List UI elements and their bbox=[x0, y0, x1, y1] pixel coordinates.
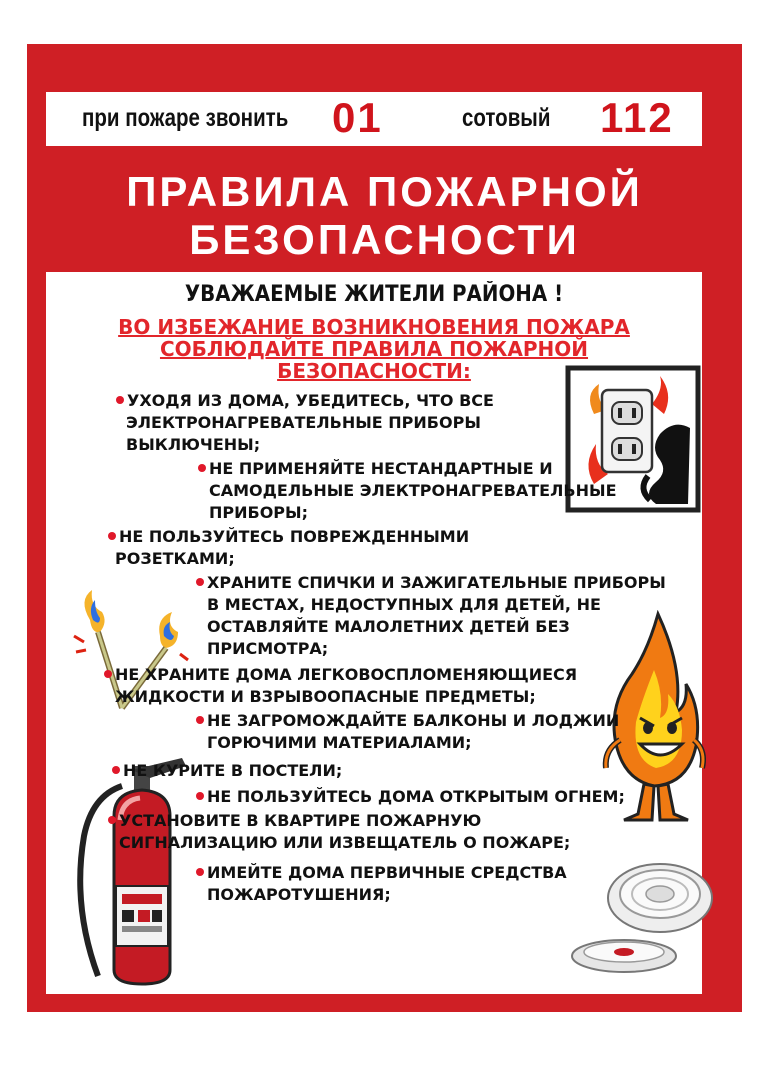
rule-7-line-1: НЕ КУРИТЕ В ПОСТЕЛИ; bbox=[123, 761, 343, 780]
title-line-1: ПРАВИЛА ПОЖАРНОЙ bbox=[126, 168, 643, 215]
emergency-call-bar bbox=[46, 92, 702, 146]
title-line-2: БЕЗОПАСНОСТИ bbox=[189, 216, 580, 263]
mobile-call-text: сотовый bbox=[462, 104, 551, 132]
rule-10-line-2: ПОЖАРОТУШЕНИЯ; bbox=[207, 885, 391, 904]
rule-6 bbox=[196, 710, 619, 754]
rule-2 bbox=[198, 458, 617, 524]
emergency-call-text: при пожаре звонить bbox=[82, 104, 289, 132]
rule-2-line-3: ПРИБОРЫ; bbox=[209, 503, 309, 522]
bullet-icon bbox=[104, 670, 112, 678]
rules-panel bbox=[46, 272, 702, 994]
greeting: УВАЖАЕМЫЕ ЖИТЕЛИ РАЙОНА ! bbox=[184, 282, 564, 307]
rule-6-line-2: ГОРЮЧИМИ МАТЕРИАЛАМИ; bbox=[207, 733, 472, 752]
rule-4-line-1: ХРАНИТЕ СПИЧКИ И ЗАЖИГАТЕЛЬНЫЕ ПРИБОРЫ bbox=[207, 573, 666, 592]
rule-4-line-3: ОСТАВЛЯЙТЕ МАЛОЛЕТНИХ ДЕТЕЙ БЕЗ bbox=[207, 617, 570, 636]
smoke-detector-icon bbox=[564, 858, 714, 978]
fire-extinguisher-icon bbox=[62, 756, 212, 992]
bullet-icon bbox=[196, 868, 204, 876]
rule-3 bbox=[108, 526, 469, 570]
rule-1-line-2: ЭЛЕКТРОНАГРЕВАТЕЛЬНЫЕ ПРИБОРЫ bbox=[126, 413, 481, 432]
bullet-icon bbox=[196, 578, 204, 586]
rule-2-line-1: НЕ ПРИМЕНЯЙТЕ НЕСТАНДАРТНЫЕ И bbox=[209, 459, 553, 478]
bullet-icon bbox=[112, 766, 120, 774]
rule-3-line-2: РОЗЕТКАМИ; bbox=[115, 549, 235, 568]
bullet-icon bbox=[108, 816, 116, 824]
mobile-number: 112 bbox=[600, 94, 674, 141]
bullet-icon bbox=[198, 464, 206, 472]
rule-8 bbox=[196, 786, 625, 808]
rule-6-line-1: НЕ ЗАГРОМОЖДАЙТЕ БАЛКОНЫ И ЛОДЖИИ bbox=[207, 711, 620, 730]
rule-5 bbox=[104, 664, 577, 708]
bullet-icon bbox=[196, 716, 204, 724]
rule-7 bbox=[112, 760, 342, 782]
bullet-icon bbox=[116, 396, 124, 404]
rule-1-line-1: УХОДЯ ИЗ ДОМА, УБЕДИТЕСЬ, ЧТО ВСЕ bbox=[127, 391, 494, 410]
bullet-icon bbox=[196, 792, 204, 800]
rule-5-line-1: НЕ ХРАНИТЕ ДОМА ЛЕГКОВОСПЛОМЕНЯЮЩИЕСЯ bbox=[115, 665, 578, 684]
emergency-number: 01 bbox=[332, 94, 383, 141]
poster-frame bbox=[27, 44, 742, 1012]
warning-line-2: СОБЛЮДАЙТЕ ПРАВИЛА ПОЖАРНОЙ bbox=[159, 337, 589, 361]
warning-line-3: БЕЗОПАСНОСТИ: bbox=[277, 359, 471, 383]
warning-line-1: ВО ИЗБЕЖАНИЕ ВОЗНИКНОВЕНИЯ ПОЖАРА bbox=[118, 315, 630, 339]
rule-5-line-2: ЖИДКОСТИ И ВЗРЫВООПАСНЫЕ ПРЕДМЕТЫ; bbox=[115, 687, 536, 706]
rule-1-line-3: ВЫКЛЮЧЕНЫ; bbox=[126, 435, 261, 454]
rule-2-line-2: САМОДЕЛЬНЫЕ ЭЛЕКТРОНАГРЕВАТЕЛЬНЫЕ bbox=[209, 481, 617, 500]
rule-9-line-1: УСТАНОВИТЕ В КВАРТИРЕ ПОЖАРНУЮ bbox=[119, 811, 482, 830]
rule-4-line-2: В МЕСТАХ, НЕДОСТУПНЫХ ДЛЯ ДЕТЕЙ, НЕ bbox=[207, 595, 601, 614]
rule-10-line-1: ИМЕЙТЕ ДОМА ПЕРВИЧНЫЕ СРЕДСТВА bbox=[207, 863, 567, 882]
rule-4 bbox=[196, 572, 666, 660]
rule-3-line-1: НЕ ПОЛЬЗУЙТЕСЬ ПОВРЕЖДЕННЫМИ bbox=[119, 527, 470, 546]
rule-10 bbox=[196, 862, 567, 906]
rule-8-line-1: НЕ ПОЛЬЗУЙТЕСЬ ДОМА ОТКРЫТЫМ ОГНЕМ; bbox=[207, 787, 625, 806]
bullet-icon bbox=[108, 532, 116, 540]
rule-9 bbox=[108, 810, 570, 854]
rule-9-line-2: СИГНАЛИЗАЦИЮ ИЛИ ИЗВЕЩАТЕЛЬ О ПОЖАРЕ; bbox=[119, 833, 571, 852]
rule-4-line-4: ПРИСМОТРА; bbox=[207, 639, 329, 658]
rule-1 bbox=[116, 390, 494, 456]
